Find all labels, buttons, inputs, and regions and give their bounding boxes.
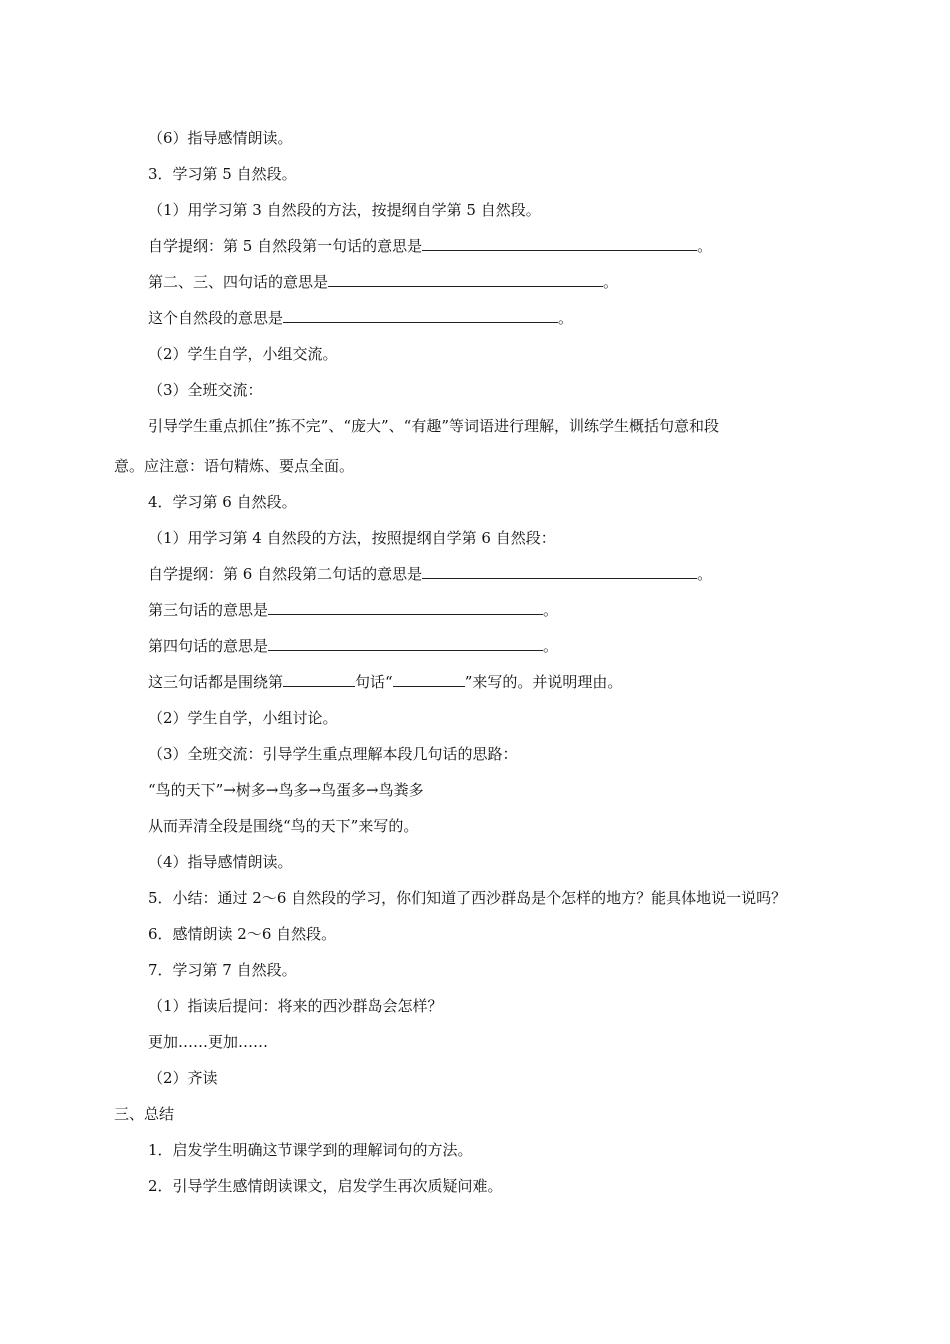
line-suffix: 。 (697, 565, 713, 583)
line-suffix: 。 (543, 601, 559, 619)
fill-blank-line (148, 564, 712, 584)
answer-blank[interactable] (283, 672, 355, 687)
text-line: 4．学习第 6 自然段。 (148, 493, 297, 511)
line-prefix: 第二、三、四句话的意思是 (148, 273, 329, 291)
text-line: 3．学习第 5 自然段。 (148, 165, 297, 183)
line-suffix: 。 (558, 309, 574, 327)
fill-blank-line (148, 636, 558, 656)
text-line: （2）齐读 (148, 1069, 218, 1087)
text-line: 从而弄清全段是围绕“鸟的天下”来写的。 (148, 817, 419, 835)
text-line: 1．启发学生明确这节课学到的理解词句的方法。 (148, 1141, 473, 1159)
text-line: （4）指导感情朗读。 (148, 853, 293, 871)
text-line: （3）全班交流： (148, 381, 263, 399)
text-line: 7．学习第 7 自然段。 (148, 961, 297, 979)
section-heading: 三、总结 (114, 1105, 175, 1123)
answer-blank[interactable] (268, 636, 543, 651)
line-suffix: 。 (543, 637, 559, 655)
text-line: （2）学生自学，小组讨论。 (148, 709, 338, 727)
text-line: 6．感情朗读 2～6 自然段。 (148, 925, 337, 943)
text-line: 2．引导学生感情朗读课文，启发学生再次质疑问难。 (148, 1177, 503, 1195)
answer-blank[interactable] (328, 272, 603, 287)
text-line: 意。应注意：语句精炼、要点全面。 (114, 457, 355, 475)
text-line: （1）用学习第 3 自然段的方法，按提纲自学第 5 自然段。 (148, 201, 541, 219)
text-line: 引导学生重点抓住”拣不完”、“庞大”、“有趣”等词语进行理解，训练学生概括句意和段 (148, 417, 720, 435)
answer-blank[interactable] (268, 600, 543, 615)
fill-blank-line (148, 600, 558, 620)
text-line: （3）全班交流：引导学生重点理解本段几句话的思路： (148, 745, 518, 763)
fill-blank-line (148, 236, 712, 256)
text-line: “鸟的天下”→树多→鸟多→鸟蛋多→鸟粪多 (148, 781, 424, 799)
line-suffix: 。 (603, 273, 619, 291)
line-prefix: 第四句话的意思是 (148, 637, 269, 655)
text-line: （2）学生自学，小组交流。 (148, 345, 338, 363)
text-line: （1）用学习第 4 自然段的方法，按照提纲自学第 6 自然段： (148, 529, 556, 547)
fill-blank-line (148, 308, 573, 328)
line-prefix: 第三句话的意思是 (148, 601, 269, 619)
answer-blank[interactable] (393, 672, 465, 687)
answer-blank[interactable] (283, 308, 558, 323)
text-line: 更加……更加…… (148, 1033, 269, 1051)
line-suffix: 。 (697, 237, 713, 255)
fill-blank-line (148, 272, 618, 292)
text-line: （6）指导感情朗读。 (148, 129, 293, 147)
answer-blank[interactable] (422, 236, 697, 251)
answer-blank[interactable] (422, 564, 697, 579)
line-middle: 句话“ (355, 673, 393, 691)
text-line: （1）指读后提问：将来的西沙群岛会怎样？ (148, 997, 443, 1015)
line-prefix: 自学提纲：第 5 自然段第一句话的意思是 (148, 237, 423, 255)
line-prefix: 自学提纲：第 6 自然段第二句话的意思是 (148, 565, 423, 583)
text-line: 5．小结：通过 2～6 自然段的学习，你们知道了西沙群岛是个怎样的地方？能具体地说一说吗？ (148, 889, 787, 907)
line-suffix: ”来写的。并说明理由。 (464, 673, 623, 691)
line-prefix: 这个自然段的意思是 (148, 309, 284, 327)
fill-blank-line (148, 672, 622, 692)
line-prefix: 这三句话都是围绕第 (148, 673, 284, 691)
